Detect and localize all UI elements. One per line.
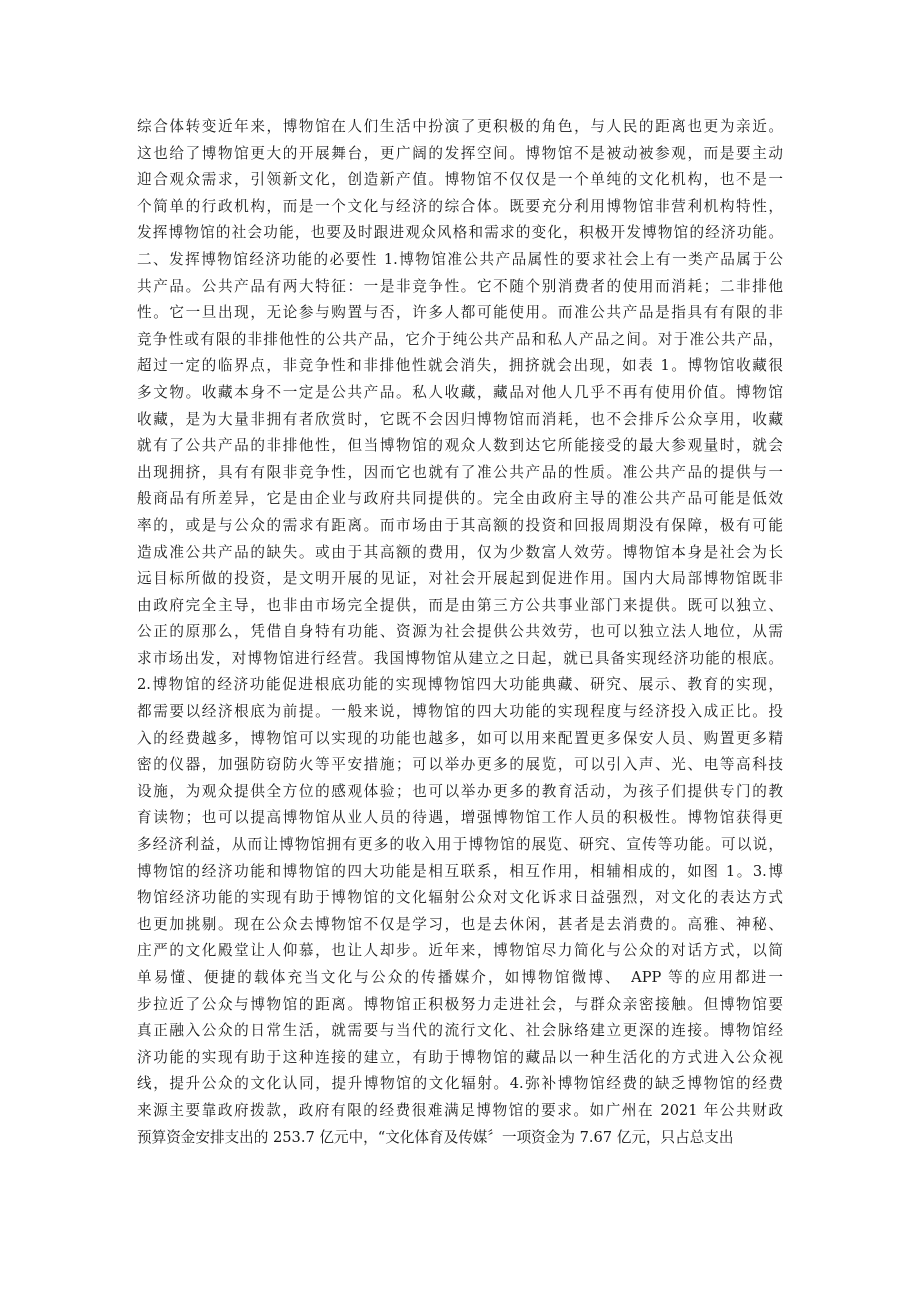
text-line: 博物馆的经济功能和博物馆的四大功能是相互联系，相互作用，相辅相成的，如图 1。3.博 [137, 862, 783, 880]
text-line: 设施，为观众提供全方位的感观体验；也可以举办更多的教育活动，为孩子们提供专门的教 [137, 782, 783, 800]
text-line: 造成准公共产品的缺失。或由于其高额的费用，仅为少数富人效劳。博物馆本身是社会为长 [137, 543, 783, 561]
text-line: 预算资金安排支出的 253.7 亿元中，“文化体育及传媒〞一项资金为 7.67 亿元，只占总支出 [137, 1128, 734, 1146]
text-line: 线，提升公众的文化认同，提升博物馆的文化辐射。4.弥补博物馆经费的缺乏博物馆的经费 [137, 1075, 783, 1093]
text-line: 单易懂、便捷的载体充当文化与公众的传播媒介，如博物馆微博、 APP 等的应用都进一 [137, 969, 783, 986]
text-line: 二、发挥博物馆经济功能的必要性 1.博物馆准公共产品属性的要求社会上有一类产品属于公 [137, 250, 783, 268]
text-line: 般商品有所差异，它是由企业与政府共同提供的。完全由政府主导的准公共产品可能是低效 [137, 490, 783, 508]
text-line: 远目标所做的投资，是文明开展的见证，对社会开展起到促进作用。国内大局部博物馆既非 [137, 570, 783, 588]
body-text [137, 114, 783, 1151]
text-line: 综合体转变近年来，博物馆在人们生活中扮演了更积极的角色，与人民的距离也更为亲近。 [137, 118, 783, 135]
text-line: 来源主要靠政府拨款，政府有限的经费很难满足博物馆的要求。如广州在 2021 年公共财政 [137, 1101, 783, 1119]
text-line: 出现拥挤，具有有限非竞争性，因而它也就有了准公共产品的性质。准公共产品的提供与一 [137, 463, 783, 481]
text-line: 超过一定的临界点，非竞争性和非排他性就会消失，拥挤就会出现，如表 1。博物馆收藏很 [137, 357, 783, 375]
text-line: 入的经费越多，博物馆可以实现的功能也越多，如可以用来配置更多保安人员、购置更多精 [137, 729, 783, 747]
text-line: 就有了公共产品的非排他性，但当博物馆的观众人数到达它所能接受的最大参观量时，就会 [137, 437, 783, 455]
text-line: 个简单的行政机构，而是一个文化与经济的综合体。既要充分利用博物馆非营利机构特性， [137, 197, 783, 215]
text-line: 物馆经济功能的实现有助于博物馆的文化辐射公众对文化诉求日益强烈，对文化的表达方式 [137, 889, 783, 907]
text-line: 也更加挑剔。现在公众去博物馆不仅是学习，也是去休闲，甚者是去消费的。高雅、神秘、 [137, 915, 783, 933]
text-line: 多经济利益，从而让博物馆拥有更多的收入用于博物馆的展览、研究、宣传等功能。可以说， [137, 836, 783, 854]
text-line: 2.博物馆的经济功能促进根底功能的实现博物馆四大功能典藏、研究、展示、教育的实现， [137, 676, 783, 694]
text-line: 育读物；也可以提高博物馆从业人员的待遇，增强博物馆工作人员的积极性。博物馆获得更 [137, 809, 783, 827]
text-line: 共产品。公共产品有两大特征：一是非竞争性。它不随个别消费者的使用而消耗；二非排他 [137, 277, 783, 295]
text-line: 求市场出发，对博物馆进行经营。我国博物馆从建立之日起，就已具备实现经济功能的根底。 [137, 649, 783, 667]
text-line: 真正融入公众的日常生活，就需要与当代的流行文化、社会脉络建立更深的连接。博物馆经 [137, 1022, 783, 1040]
text-line: 多文物。收藏本身不一定是公共产品。私人收藏，藏品对他人几乎不再有使用价值。博物馆 [137, 383, 783, 401]
text-line: 公正的原那么，凭借自身特有功能、资源为社会提供公共效劳，也可以独立法人地位，从需 [137, 623, 783, 641]
text-line: 庄严的文化殿堂让人仰慕，也让人却步。近年来，博物馆尽力简化与公众的对话方式，以简 [137, 942, 783, 960]
text-line: 济功能的实现有助于这种连接的建立，有助于博物馆的藏品以一种生活化的方式进入公众视 [137, 1048, 783, 1066]
text-line: 竞争性或有限的非排他性的公共产品，它介于纯公共产品和私人产品之间。对于准公共产品， [137, 330, 783, 348]
text-line: 性。它一旦出现，无论参与购置与否，许多人都可能使用。而准公共产品是指具有有限的非 [137, 304, 783, 322]
text-line: 由政府完全主导，也非由市场完全提供，而是由第三方公共事业部门来提供。既可以独立、 [137, 596, 783, 614]
text-line: 密的仪器，加强防窃防火等平安措施；可以举办更多的展览，可以引入声、光、电等高科技 [137, 756, 783, 774]
text-line: 迎合观众需求，引领新文化，创造新产值。博物馆不仅仅是一个单纯的文化机构，也不是一 [137, 171, 783, 189]
text-line: 步拉近了公众与博物馆的距离。博物馆正积极努力走进社会，与群众亲密接触。但博物馆要 [137, 995, 783, 1013]
text-line: 率的，或是与公众的需求有距离。而市场由于其高额的投资和回报周期没有保障，极有可能 [137, 516, 783, 534]
text-line: 都需要以经济根底为前提。一般来说，博物馆的四大功能的实现程度与经济投入成正比。投 [137, 703, 783, 721]
text-line: 收藏，是为大量非拥有者欣赏时，它既不会因归博物馆而消耗，也不会排斥公众享用，收藏 [137, 410, 783, 428]
text-line: 发挥博物馆的社会功能，也要及时跟进观众风格和需求的变化，积极开发博物馆的经济功能。 [137, 224, 783, 242]
text-line: 这也给了博物馆更大的开展舞台，更广阔的发挥空间。博物馆不是被动被参观，而是要主动 [137, 144, 783, 162]
